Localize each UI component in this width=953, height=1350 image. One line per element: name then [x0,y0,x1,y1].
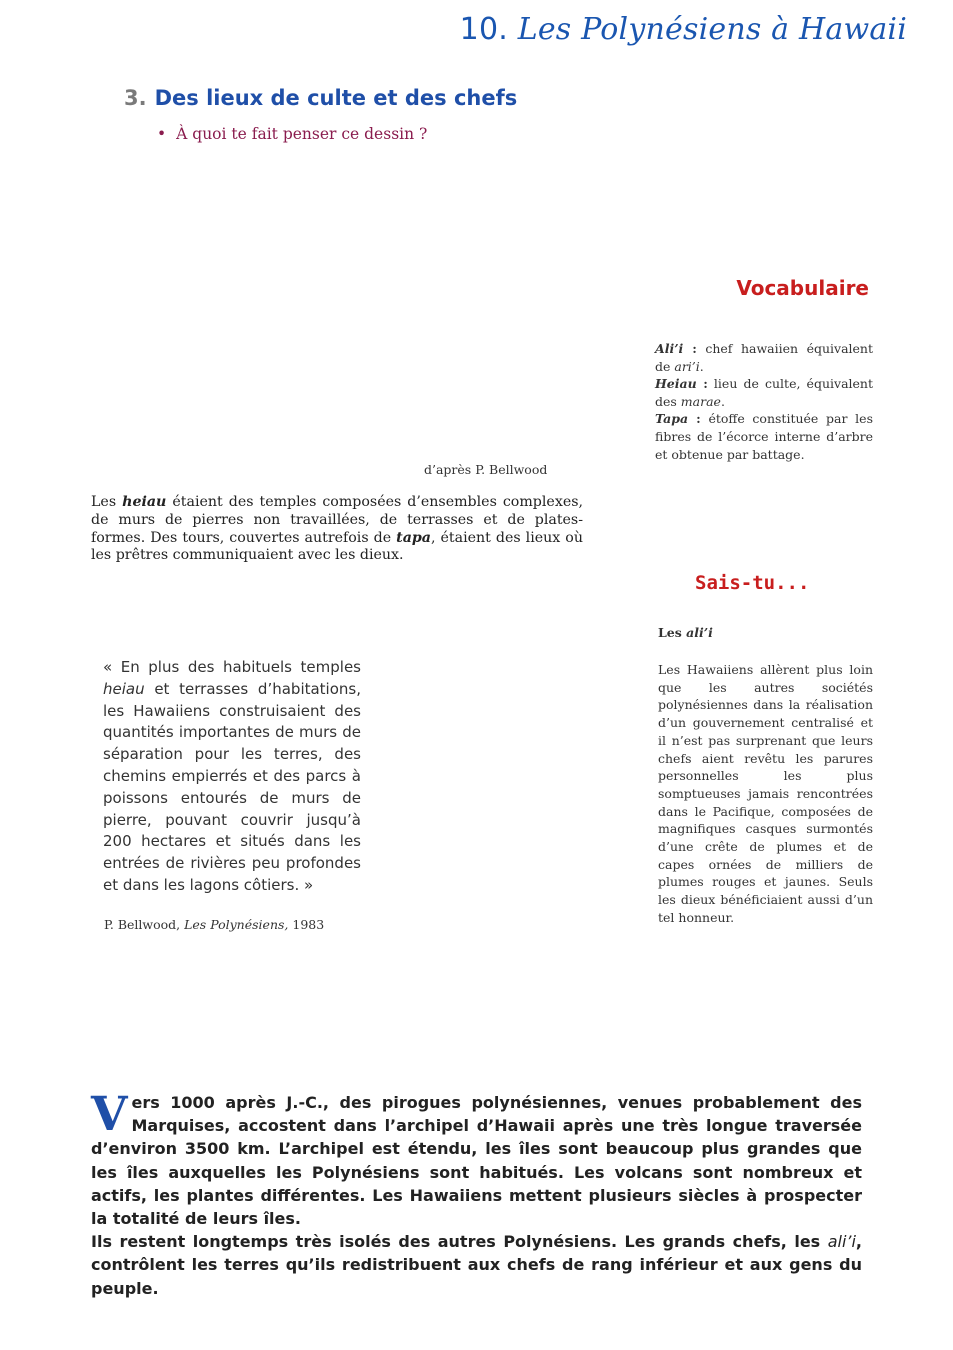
vocabulary-entry [655,410,873,463]
heiau-text-part: Les [91,494,123,510]
vocabulary-colon: : [696,376,708,392]
citation-year: 1983 [288,917,325,932]
bellwood-quote [103,657,361,897]
vocabulary-term: Heiau [655,376,697,392]
section-title: Des lieux de culte et des chefs [154,86,518,110]
vocabulary-term: Ali’i [655,341,684,356]
did-you-know-subtitle-term: ali’i [686,625,713,640]
citation-author: P. Bellwood, [104,917,185,932]
drop-cap: V [91,1087,128,1142]
question-item [157,125,427,143]
intro-text-part: ers 1000 après J.-C., des pirogues polynésiennes, venues probablement des Marquises, accostent dans l’archipel d’Hawaii après une très longue traversée d’environ 3500 km. L’archipel est étendu, les îles sont beaucoup plus grandes que les îles auxquelles les Polynésiens sont habitués. Les volcans sont nombreux et actifs, les plantes différentes. Les Hawaiiens mettent plusieurs siècles à prospecter la totalité de leurs îles. [91,1093,862,1229]
intro-paragraph-1 [91,1087,862,1230]
vocabulary-term: Tapa [655,411,689,427]
vocabulary-colon: : [683,341,697,356]
intro-paragraph [91,1087,862,1300]
alii-term: ali’i [827,1232,856,1252]
did-you-know-body: Les Hawaiiens allèrent plus loin que les autres sociétés polynésiennes dans la réalisation d’un gouvernement centralisé et il n’est pas surprenant que leurs chefs aient revêtu les parures personnelles les plus somptueuses jamais rencontrées dans le Pacifique, composées de magnifiques casques surmontés d’une crête de plumes et de capes ornées de milliers de plumes rouges et jaunes. Seuls les dieux bénéficiaient aussi d’un tel honneur. [658,662,873,925]
bullet-icon: • [157,125,167,143]
intro-paragraph-2 [91,1230,862,1300]
did-you-know-subtitle [658,625,713,640]
did-you-know-heading: Sais-tu... [695,572,810,594]
citation-title: Les Polynésiens, [184,917,289,932]
figure-caption: d’après P. Bellwood [424,462,548,477]
vocabulary-colon: : [688,411,701,427]
intro-text-part: Ils restent longtemps très isolés des autres Polynésiens. Les grands chefs, les [91,1232,828,1252]
vocabulary-definition: lieu de culte, équivalent des [655,376,873,409]
intro-text-part: , contrôlent les terres qu’ils redistribuent aux chefs de rang inférieur et aux gens du peuple. [91,1232,862,1298]
vocabulary-entry [655,375,873,410]
question-text: À quoi te fait penser ce dessin ? [176,125,428,143]
chapter-title-text: Les Polynésiens à Hawaii [517,12,907,47]
heiau-term: heiau [122,494,167,510]
heiau-text-part: , étaient des lieux où les prêtres communiquaient avec les dieux. [91,529,583,564]
tapa-term: tapa [396,529,431,546]
vocabulary-definition-italic: ari’i [674,358,700,374]
vocabulary-definition-italic: marae [680,393,721,409]
did-you-know-subtitle-prefix: Les [658,625,687,640]
section-number: 3. [124,86,147,110]
quote-text-part: et terrasses d’habitations, les Hawaiiens construisaient des quantités importantes de murs de séparation pour les terres, des chemins empierrés et des parcs à poissons entourés de murs de pierre, pouvant couvrir jusqu’à 200 hectares et situés dans les entrées de rivières peu profondes et dans les lagons côtiers. » [103,679,361,894]
chapter-number: 10. [459,12,508,47]
vocabulary-definition-end: . [699,358,704,374]
quote-text-part: « En plus des habituels temples [103,658,361,676]
heiau-text-part: étaient des temples composées d’ensembles complexes, de murs de pierres non travaillées, de terrasses et de plates-formes. Des tours, couvertes autrefois de [91,494,584,546]
vocabulary-definition-end: . [720,393,725,409]
heiau-paragraph [91,494,583,565]
vocabulary-entry [655,340,873,375]
section-heading [124,86,517,110]
vocabulary-definition: chef hawaiien équivalent de [655,341,874,374]
chapter-title [460,12,907,47]
quote-citation [104,917,324,932]
quote-italic-term: heiau [103,679,145,698]
vocabulary-list [655,340,873,463]
vocabulary-definition: étoffe constituée par les fibres de l’écorce interne d’arbre et obtenue par battage. [655,411,873,462]
vocabulary-heading: Vocabulaire [736,276,869,300]
